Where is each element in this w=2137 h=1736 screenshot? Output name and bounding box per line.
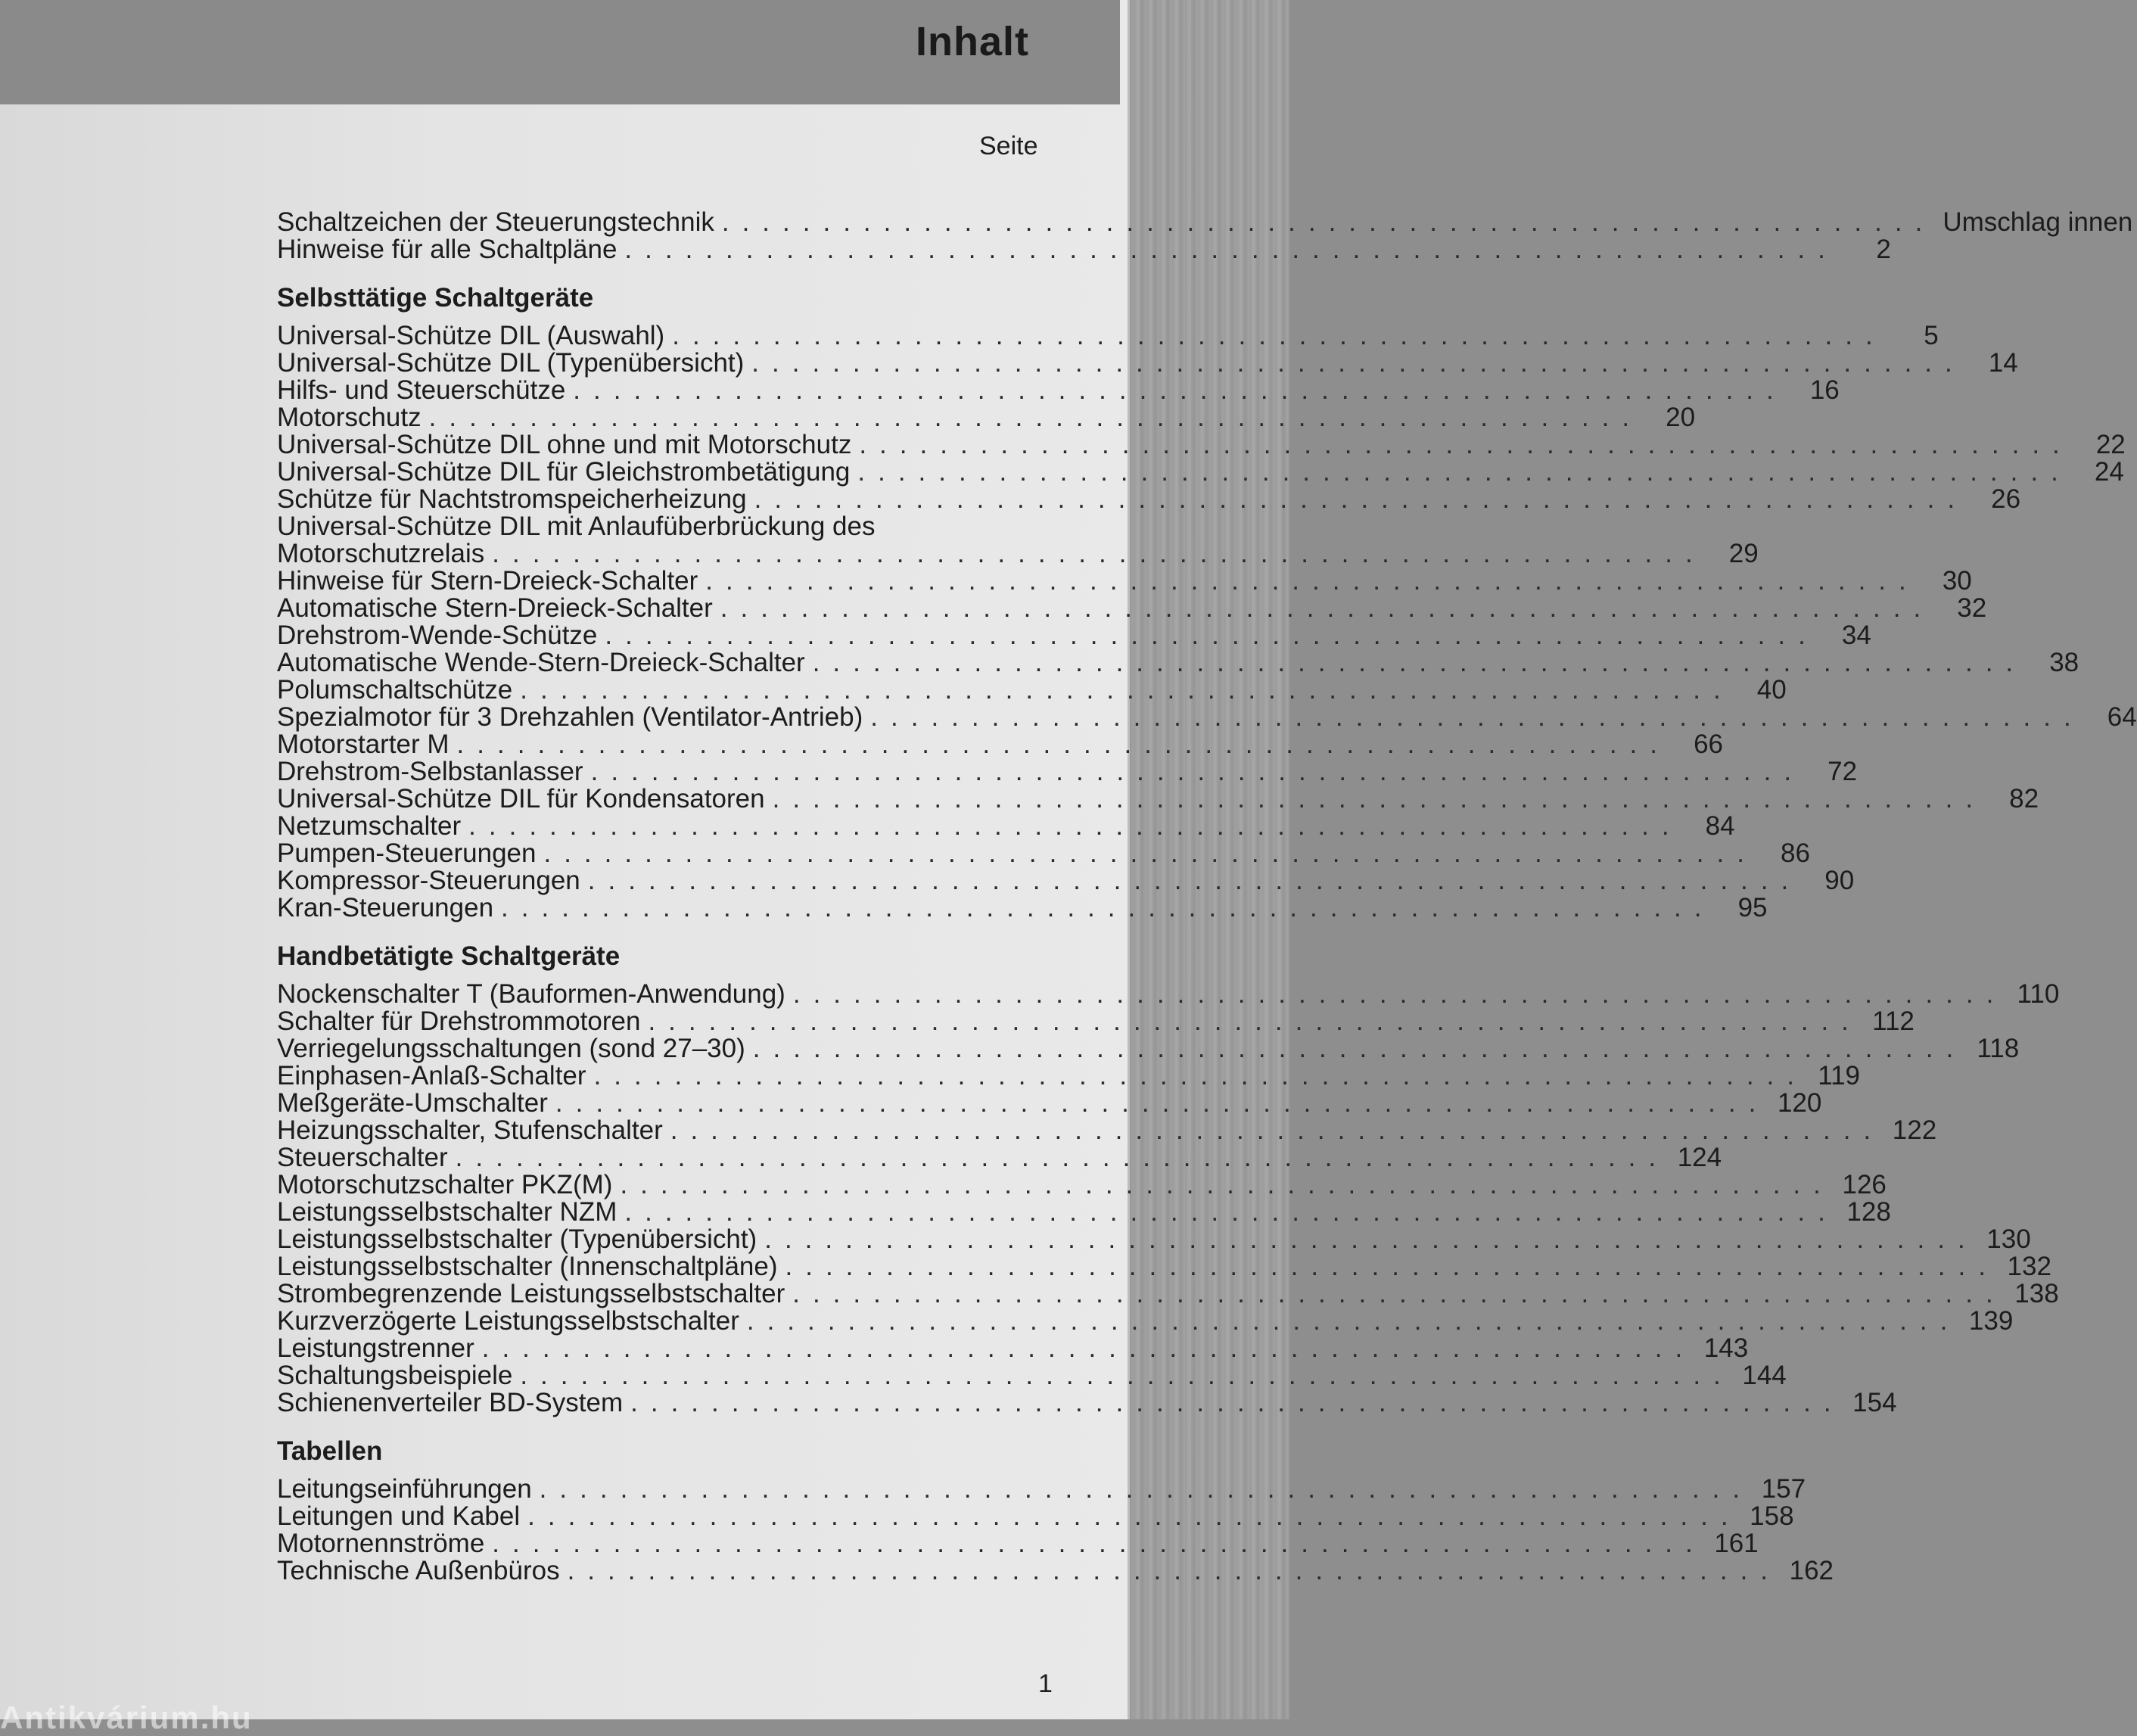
toc-entry-title: Nockenschalter T (Bauformen-Anwendung)	[277, 979, 785, 1009]
toc-entry-title: Drehstrom-Selbstanlasser	[277, 757, 583, 786]
toc-entry-page: 84	[1705, 811, 1735, 841]
toc-entry-page: 143	[1703, 1333, 1749, 1363]
page-column-label: Seite	[979, 132, 1038, 160]
toc-entry-title: Polumschaltschütze	[277, 675, 513, 705]
toc-leader-dots: ............................................................	[492, 539, 1706, 568]
toc-entry-page: 130	[1986, 1224, 2031, 1254]
toc-entry	[277, 675, 1787, 705]
toc-section-heading: Tabellen	[277, 1436, 383, 1466]
toc-leader-dots: ............................................................	[672, 321, 1886, 350]
toc-leader-dots: ............................................................	[746, 1306, 1961, 1336]
toc-leader-dots: ............................................................	[543, 838, 1757, 868]
toc-entry-title: Spezialmotor für 3 Drehzahlen (Ventilator-Antrieb)	[277, 702, 863, 732]
toc-entry	[277, 1006, 1915, 1036]
toc-entry-title: Kompressor-Steuerungen	[277, 866, 580, 895]
toc-entry-title: Kran-Steuerungen	[277, 893, 494, 922]
toc-entry	[277, 1306, 2014, 1336]
toc-leader-dots: ............................................................	[792, 979, 2007, 1009]
toc-leader-dots: ............................................................	[705, 566, 1919, 596]
toc-entry-page: 161	[1714, 1529, 1759, 1558]
toc-entry	[277, 1143, 1722, 1172]
toc-entry	[277, 1388, 1897, 1417]
toc-leader-dots: ............................................................	[752, 1034, 1967, 1063]
toc-leader-dots: ............................................................	[520, 675, 1734, 705]
toc-entry-title: Leitungen und Kabel	[277, 1501, 521, 1531]
toc-entry-title: Schalter für Drehstrommotoren	[277, 1006, 641, 1036]
toc-leader-dots: ............................................................	[481, 1333, 1696, 1363]
table-of-contents	[277, 207, 2137, 1585]
toc-leader-dots: ............................................................	[527, 1501, 1741, 1531]
toc-entry-title: Universal-Schütze DIL für Gleichstrombetätigung	[277, 457, 851, 487]
toc-entry-title: Schienenverteiler BD-System	[277, 1388, 624, 1417]
toc-entry-title: Netzumschalter	[277, 811, 462, 841]
toc-entry-page: 154	[1852, 1388, 1897, 1417]
toc-entry	[277, 866, 1855, 895]
page-title: Inhalt	[916, 19, 1029, 64]
toc-entry-page: 22	[2095, 430, 2126, 459]
toc-leader-dots: ............................................................	[720, 593, 1934, 623]
toc-entry	[277, 1197, 1891, 1227]
toc-entry-page: 38	[2049, 648, 2079, 677]
toc-entry	[277, 893, 1768, 922]
toc-entry-title: Automatische Wende-Stern-Dreieck-Schalter	[277, 648, 805, 677]
toc-entry-page: 2	[1876, 235, 1891, 264]
toc-leader-dots: ............................................................	[587, 866, 1802, 895]
toc-entry	[277, 621, 1871, 650]
toc-entry-title: Drehstrom-Wende-Schütze	[277, 621, 598, 650]
toc-entry	[277, 1170, 1887, 1199]
toc-entry-title: Hilfs- und Steuerschütze	[277, 375, 566, 405]
toc-leader-dots: ............................................................	[792, 1279, 2006, 1308]
toc-leader-dots: ............................................................	[772, 784, 1986, 814]
toc-entry	[277, 1333, 1749, 1363]
toc-entry-title: Universal-Schütze DIL für Kondensatoren	[277, 784, 765, 814]
toc-leader-dots: ............................................................	[859, 430, 2073, 459]
toc-entry-title: Strombegrenzende Leistungsselbstschalter	[277, 1279, 785, 1308]
toc-entry-page: 112	[1872, 1006, 1915, 1036]
toc-leader-dots: ............................................................	[624, 235, 1838, 264]
toc-leader-dots: ............................................................	[455, 1143, 1669, 1172]
toc-entry	[277, 513, 1049, 540]
toc-entry-page: 120	[1777, 1088, 1822, 1118]
toc-leader-dots: ............................................................	[812, 648, 2027, 677]
toc-entry	[277, 1088, 1822, 1118]
toc-entry-title: Leistungstrenner	[277, 1333, 474, 1363]
toc-entry-page: 32	[1957, 593, 1987, 623]
toc-entry-title: Leistungsselbstschalter (Innenschaltpläne)	[277, 1252, 778, 1281]
toc-entry	[277, 375, 1840, 405]
toc-entry-title: Motorschutzrelais	[277, 539, 485, 568]
toc-entry-page: 158	[1750, 1501, 1794, 1531]
toc-entry-page: 40	[1756, 675, 1787, 705]
toc-entry-page: 124	[1677, 1143, 1722, 1172]
toc-leader-dots: ............................................................	[620, 1170, 1834, 1199]
toc-entry	[277, 1529, 1759, 1558]
toc-entry-title: Universal-Schütze DIL mit Anlaufüberbrückung des	[277, 512, 876, 541]
toc-entry-page: 66	[1694, 730, 1723, 759]
toc-entry-title: Kurzverzögerte Leistungsselbstschalter	[277, 1306, 739, 1336]
toc-entry-page: 86	[1780, 838, 1810, 868]
toc-intro-group	[277, 207, 2133, 264]
toc-entry-title: Einphasen-Anlaß-Schalter	[277, 1061, 586, 1090]
toc-entry	[277, 730, 1723, 759]
toc-sections	[277, 283, 2137, 1585]
toc-entry-title: Hinweise für alle Schaltpläne	[277, 235, 617, 264]
toc-entry	[277, 484, 2021, 514]
toc-entry-page: 72	[1827, 757, 1858, 786]
page-number: 1	[1038, 1669, 1053, 1698]
toc-leader-dots: ............................................................	[468, 811, 1682, 841]
toc-entry	[277, 1556, 1834, 1585]
toc-entry-title: Steuerschalter	[277, 1143, 448, 1172]
toc-entry-page: 128	[1846, 1197, 1891, 1227]
toc-entry	[277, 1279, 2059, 1308]
toc-leader-dots: ............................................................	[648, 1006, 1862, 1036]
toc-entry-page: 119	[1818, 1061, 1861, 1090]
toc-leader-dots: ............................................................	[501, 893, 1715, 922]
toc-leader-dots: ............................................................	[857, 457, 2071, 487]
toc-leader-dots: ............................................................	[785, 1252, 1999, 1281]
toc-entry-title: Schütze für Nachtstromspeicherheizung	[277, 484, 747, 514]
toc-entry-page: 132	[2007, 1252, 2051, 1281]
toc-entry-page: 34	[1841, 621, 1871, 650]
toc-entry	[277, 811, 1735, 841]
toc-leader-dots: ............................................................	[670, 1115, 1884, 1145]
toc-entry-page: 16	[1809, 375, 1840, 405]
toc-section-heading: Selbsttätige Schaltgeräte	[277, 283, 594, 313]
toc-entry-page: 90	[1824, 866, 1855, 895]
toc-entry	[277, 207, 2133, 237]
toc-entry-title: Schaltungsbeispiele	[277, 1361, 513, 1390]
toc-leader-dots: ............................................................	[555, 1088, 1769, 1118]
toc-entry	[277, 457, 2124, 487]
toc-entry	[277, 403, 1696, 432]
toc-entry	[277, 1474, 1806, 1504]
toc-leader-dots: ............................................................	[721, 207, 1936, 237]
toc-entry	[277, 1034, 2020, 1063]
toc-entry-title: Universal-Schütze DIL ohne und mit Motorschutz	[277, 430, 852, 459]
toc-entry-page: 162	[1789, 1556, 1834, 1585]
toc-leader-dots: ............................................................	[624, 1197, 1838, 1227]
toc-entry-title: Verriegelungsschaltungen (sond 27–30)	[277, 1034, 745, 1063]
toc-entry-title: Pumpen-Steuerungen	[277, 838, 537, 868]
toc-entry-page: 64	[2107, 702, 2137, 732]
toc-entry-page: Umschlag innen	[1943, 207, 2133, 237]
toc-entry-page: 139	[1968, 1306, 2014, 1336]
toc-section	[277, 1436, 1834, 1585]
toc-entry	[277, 1061, 1861, 1090]
toc-entry-title: Heizungsschalter, Stufenschalter	[277, 1115, 663, 1145]
toc-entry	[277, 979, 2060, 1009]
toc-entry-title: Motorstarter M	[277, 730, 449, 759]
toc-entry	[277, 566, 1972, 596]
toc-leader-dots: ............................................................	[428, 403, 1643, 432]
toc-entry	[277, 1224, 2031, 1254]
toc-entry-page: 126	[1842, 1170, 1887, 1199]
toc-entry-title: Leistungsselbstschalter NZM	[277, 1197, 617, 1227]
toc-entry	[277, 1115, 1937, 1145]
toc-entry-page: 5	[1924, 321, 1939, 350]
toc-entry	[277, 348, 2018, 378]
toc-leader-dots: ............................................................	[593, 1061, 1808, 1090]
toc-entry-page: 24	[2094, 457, 2124, 487]
toc-leader-dots: ............................................................	[520, 1361, 1734, 1390]
toc-section	[277, 941, 2060, 1417]
toc-entry	[277, 1501, 1794, 1531]
toc-entry	[277, 838, 1810, 868]
toc-entry	[277, 648, 2079, 677]
toc-entry	[277, 1361, 1787, 1390]
toc-leader-dots: ............................................................	[539, 1474, 1753, 1504]
toc-entry-page: 82	[2009, 784, 2039, 814]
header-band	[0, 0, 1120, 104]
toc-entry-page: 30	[1942, 566, 1972, 596]
toc-entry-title: Technische Außenbüros	[277, 1556, 560, 1585]
toc-leader-dots: ............................................................	[567, 1556, 1781, 1585]
toc-entry	[277, 757, 1858, 786]
toc-entry	[277, 539, 1759, 568]
watermark: Antikvárium.hu	[0, 1700, 253, 1735]
toc-entry-page: 157	[1761, 1474, 1806, 1504]
toc-entry-title: Motornennströme	[277, 1529, 485, 1558]
toc-entry-title: Motorschutzschalter PKZ(M)	[277, 1170, 613, 1199]
toc-entry-title: Hinweise für Stern-Dreieck-Schalter	[277, 566, 698, 596]
toc-leader-dots: ............................................................	[590, 757, 1805, 786]
toc-entry-title: Leistungsselbstschalter (Typenübersicht)	[277, 1224, 757, 1254]
toc-entry-title: Universal-Schütze DIL (Auswahl)	[277, 321, 665, 350]
toc-entry-page: 138	[2014, 1279, 2059, 1308]
toc-entry-page: 144	[1742, 1361, 1787, 1390]
toc-entry-title: Automatische Stern-Dreieck-Schalter	[277, 593, 713, 623]
toc-leader-dots: ............................................................	[573, 375, 1787, 405]
toc-entry-title: Schaltzeichen der Steuerungstechnik	[277, 207, 714, 237]
toc-entry-page: 118	[1977, 1034, 2020, 1063]
toc-entry-title: Meßgeräte-Umschalter	[277, 1088, 548, 1118]
toc-entry-title: Leitungseinführungen	[277, 1474, 532, 1504]
toc-entry	[277, 321, 1939, 350]
toc-leader-dots: ............................................................	[456, 730, 1670, 759]
toc-entry	[277, 235, 1891, 264]
toc-leader-dots: ............................................................	[492, 1529, 1706, 1558]
toc-section-heading: Handbetätigte Schaltgeräte	[277, 941, 621, 971]
toc-entry-page: 14	[1988, 348, 2018, 378]
toc-entry-page: 26	[1991, 484, 2021, 514]
toc-leader-dots: ............................................................	[605, 621, 1818, 650]
toc-entry	[277, 784, 2039, 814]
toc-entry-title: Universal-Schütze DIL (Typenübersicht)	[277, 348, 745, 378]
toc-entry	[277, 1252, 2051, 1281]
toc-entry-page: 29	[1728, 539, 1759, 568]
toc-leader-dots: ............................................................	[751, 348, 1965, 378]
toc-entry-page: 110	[2017, 979, 2060, 1009]
toc-leader-dots: ............................................................	[754, 484, 1968, 514]
toc-entry-page: 20	[1666, 403, 1696, 432]
toc-entry	[277, 430, 2126, 459]
toc-leader-dots: ............................................................	[764, 1224, 1978, 1254]
toc-entry	[277, 702, 2137, 732]
toc-leader-dots: ............................................................	[630, 1388, 1844, 1417]
toc-entry-page: 95	[1737, 893, 1768, 922]
toc-entry	[277, 593, 1987, 623]
toc-entry-title: Motorschutz	[277, 403, 421, 432]
toc-leader-dots: ............................................................	[870, 702, 2084, 732]
toc-entry-page: 122	[1892, 1115, 1937, 1145]
toc-section	[277, 283, 2137, 922]
